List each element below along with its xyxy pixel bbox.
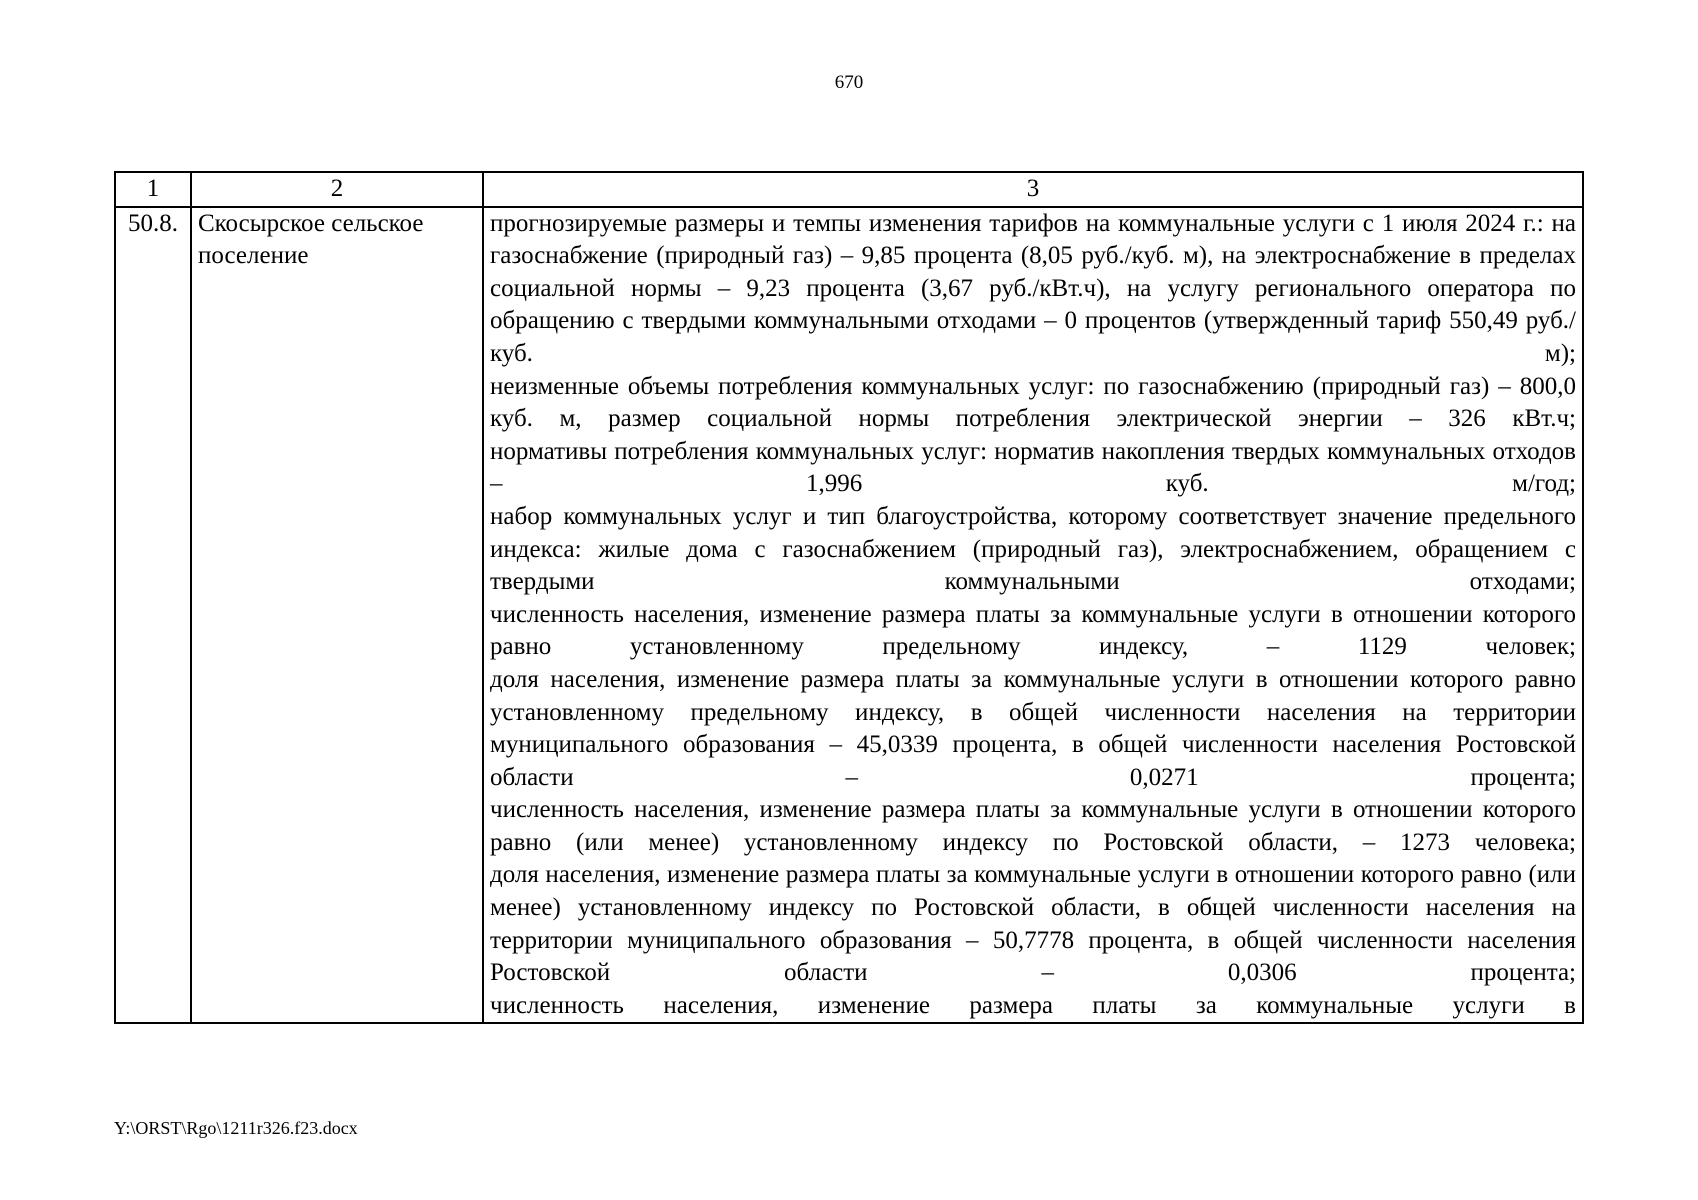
table-header-row [115,172,1583,207]
column-header-3: 3 [483,172,1583,207]
table-row [115,207,1583,1024]
column-header-1: 1 [115,172,191,207]
paragraph-volumes: неизменные объемы потребления коммунальных услуг: по газоснабжению (природный газ) – 800,0 куб. м, размер социальной нормы потребления электрической энергии – 326 кВт.ч; [490,372,1576,433]
row-number: 50.8. [115,207,191,1024]
paragraph-population-share: доля населения, изменение размера платы за коммунальные услуги в отношении которого равно установленному предельному индексу, в общей численности населения на территории муниципального образования – 45,0339 процента, в общей численности населения Ростовской области – 0,0271 процента; [490,665,1576,791]
column-header-2: 2 [191,172,483,207]
paragraph-norms: нормативы потребления коммунальных услуг: норматив накопления твердых коммунальных отходов – 1,996 куб. м/год; [490,437,1576,498]
paragraph-tariffs: прогнозируемые размеры и темпы изменения тарифов на коммунальные услуги с 1 июля 2024 г.: на газоснабжение (природный газ) – 9,85 процента (8,05 руб./куб. м), на электроснабжение в пределах социальной нормы – 9,23 процента (3,67 руб./кВт.ч), на услугу регионального оператора по обращению с твердыми коммунальными отходами – 0 процентов (утвержденный тариф 550,49 руб./куб. м); [490,209,1576,367]
page-number: 670 [834,72,864,93]
paragraph-services-set: набор коммунальных услуг и тип благоустройства, которому соответствует значение предельного индекса: жилые дома с газоснабжением (природный газ), электроснабжением, обращением с твердыми коммунальными отходами; [490,502,1576,596]
paragraph-continued: численность населения, изменение размера платы за коммунальные услуги в [490,991,1576,1019]
file-path-footer: Y:\ORST\Rgo\1211r326.f23.docx [114,1118,358,1138]
paragraph-population-share-regional: доля населения, изменение размера платы за коммунальные услуги в отношении которого равно (или менее) установленному индексу по Ростовской области, в общей численности населения на территории муниципального образования – 50,7778 процента, в общей численности населения Ростовской области – 0,0306 процента; [490,861,1576,987]
paragraph-population-count-regional: численность населения, изменение размера платы за коммунальные услуги в отношении которого равно (или менее) установленному индексу по Ростовской области, – 1273 человека; [490,796,1576,856]
paragraph-population-count: численность населения, изменение размера платы за коммунальные услуги в отношении которого равно установленному предельному индексу, – 1129 человек; [490,600,1576,661]
tariff-table [114,171,1584,1024]
row-content [483,207,1583,1024]
municipality-name: Скосырское сельское поселение [191,207,483,1024]
